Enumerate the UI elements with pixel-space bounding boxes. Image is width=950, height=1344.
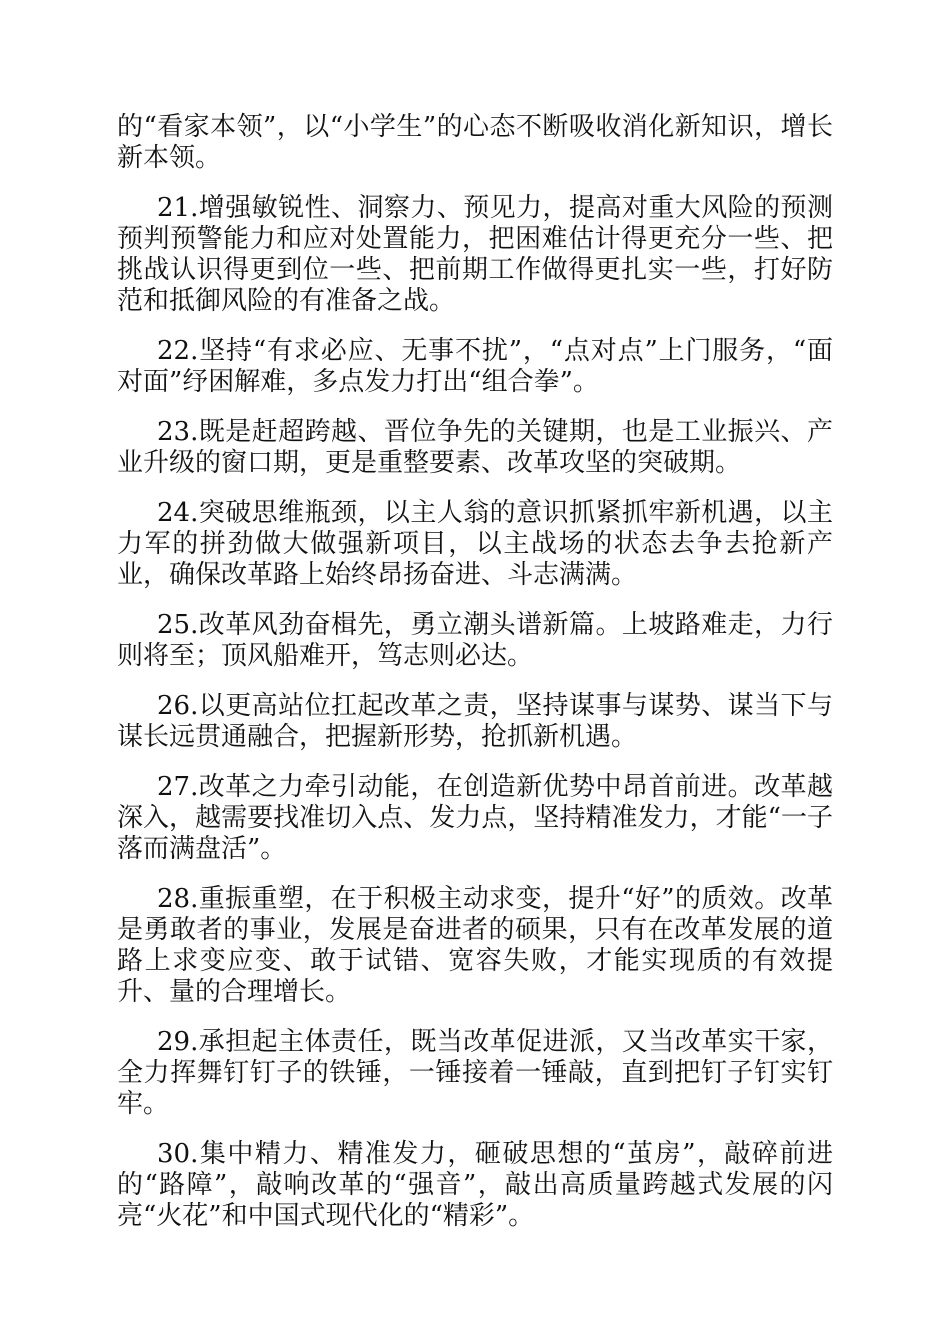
paragraph-24: 24.突破思维瓶颈，以主人翁的意识抓紧抓牢新机遇，以主力军的拼劲做大做强新项目，以主战场的状态去争去抢新产业，确保改革路上始终昂扬奋进、斗志满满。 (117, 498, 833, 590)
paragraph-23: 23.既是赶超跨越、晋位争先的关键期，也是工业振兴、产业升级的窗口期，更是重整要素、改革攻坚的突破期。 (117, 417, 833, 478)
paragraph-26: 26.以更高站位扛起改革之责，坚持谋事与谋势、谋当下与谋长远贯通融合，把握新形势，抢抓新机遇。 (117, 691, 833, 752)
paragraph-22: 22.坚持“有求必应、无事不扰”，“点对点”上门服务，“面对面”纾困解难，多点发力打出“组合拳”。 (117, 336, 833, 397)
paragraph-29: 29.承担起主体责任，既当改革促进派，又当改革实干家，全力挥舞钉钉子的铁锤，一锤接着一锤敲，直到把钉子钉实钉牢。 (117, 1027, 833, 1119)
paragraph-continuation: 的“看家本领”，以“小学生”的心态不断吸收消化新知识，增长新本领。 (117, 112, 833, 173)
paragraph-21: 21.增强敏锐性、洞察力、预见力，提高对重大风险的预测预判预警能力和应对处置能力，把困难估计得更充分一些、把挑战认识得更到位一些、把前期工作做得更扎实一些，打好防范和抵御风险的有准备之战。 (117, 193, 833, 316)
paragraph-30: 30.集中精力、精准发力，砸破思想的“茧房”，敲碎前进的“路障”，敲响改革的“强音”，敲出高质量跨越式发展的闪亮“火花”和中国式现代化的“精彩”。 (117, 1139, 833, 1231)
paragraph-28: 28.重振重塑，在于积极主动求变，提升“好”的质效。改革是勇敢者的事业，发展是奋进者的硕果，只有在改革发展的道路上求变应变、敢于试错、宽容失败，才能实现质的有效提升、量的合理增长。 (117, 884, 833, 1007)
paragraph-25: 25.改革风劲奋楫先，勇立潮头谱新篇。上坡路难走，力行则将至；顶风船难开，笃志则必达。 (117, 610, 833, 671)
paragraph-27: 27.改革之力牵引动能，在创造新优势中昂首前进。改革越深入，越需要找准切入点、发力点，坚持精准发力，才能“一子落而满盘活”。 (117, 772, 833, 864)
document-page (117, 112, 833, 1251)
